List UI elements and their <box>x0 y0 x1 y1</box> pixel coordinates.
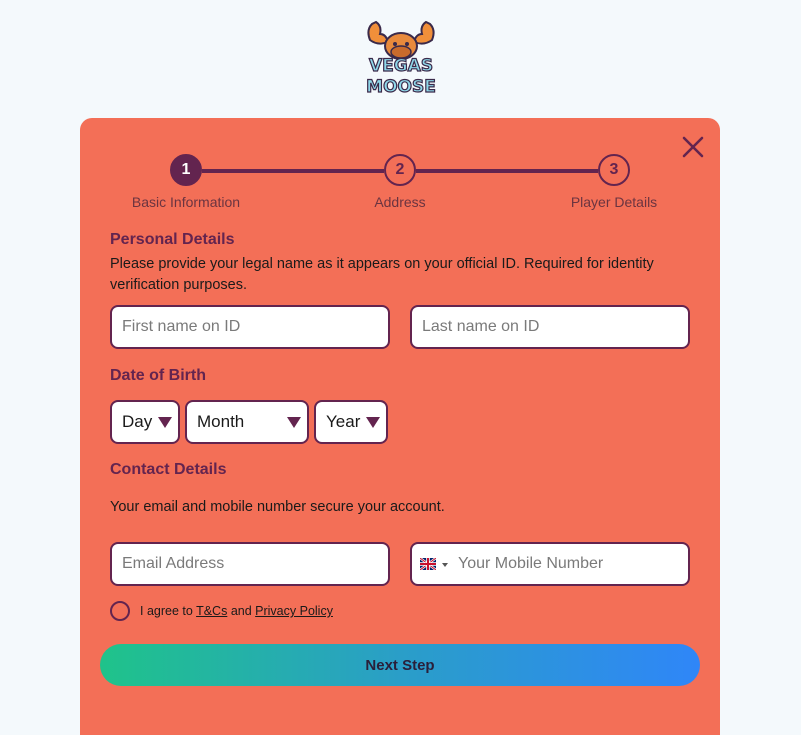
terms-prefix: I agree to <box>140 604 193 618</box>
month-select-value: Month <box>197 412 245 431</box>
personal-details-title: Personal Details <box>110 231 235 248</box>
month-select[interactable] <box>185 400 309 444</box>
day-select[interactable] <box>110 400 180 444</box>
step-1-label: Basic Information <box>131 194 241 210</box>
contact-details-description: Your email and mobile number secure your account. <box>110 499 445 515</box>
chevron-down-icon <box>287 417 301 428</box>
contact-details-title: Contact Details <box>110 461 227 478</box>
privacy-policy-link[interactable]: Privacy Policy <box>255 604 333 618</box>
step-1-circle: 1 <box>170 154 202 186</box>
country-dropdown-icon[interactable] <box>442 563 448 567</box>
step-2-circle: 2 <box>384 154 416 186</box>
terms-text <box>140 604 333 618</box>
email-input[interactable] <box>110 542 390 586</box>
year-select[interactable] <box>314 400 388 444</box>
registration-card <box>80 118 720 735</box>
terms-and: and <box>230 604 252 618</box>
logo-line1: VEGAS <box>368 56 434 76</box>
step-2-label: Address <box>374 194 426 210</box>
last-name-input[interactable] <box>410 305 690 349</box>
uk-flag-icon[interactable] <box>420 558 436 570</box>
mobile-number-input[interactable] <box>458 544 686 584</box>
logo-line2: MOOSE <box>366 77 436 97</box>
year-select-value: Year <box>326 412 361 431</box>
date-of-birth-title: Date of Birth <box>110 367 206 384</box>
mobile-number-field <box>410 542 690 586</box>
tcs-link[interactable]: T&Cs <box>196 604 228 618</box>
terms-agreement <box>110 600 333 622</box>
progress-stepper <box>80 154 720 214</box>
vegas-moose-logo <box>358 16 444 98</box>
stepper-line-2 <box>416 169 598 173</box>
next-step-button[interactable]: Next Step <box>100 644 700 686</box>
stepper-line-1 <box>202 169 384 173</box>
personal-details-description: Please provide your legal name as it appears on your official ID. Required for identity verification purposes. <box>110 256 654 293</box>
chevron-down-icon <box>158 417 172 428</box>
chevron-down-icon <box>366 417 380 428</box>
step-3-label: Player Details <box>570 194 658 210</box>
step-3-circle: 3 <box>598 154 630 186</box>
first-name-input[interactable] <box>110 305 390 349</box>
day-select-value: Day <box>122 412 153 431</box>
terms-checkbox[interactable] <box>110 601 130 621</box>
